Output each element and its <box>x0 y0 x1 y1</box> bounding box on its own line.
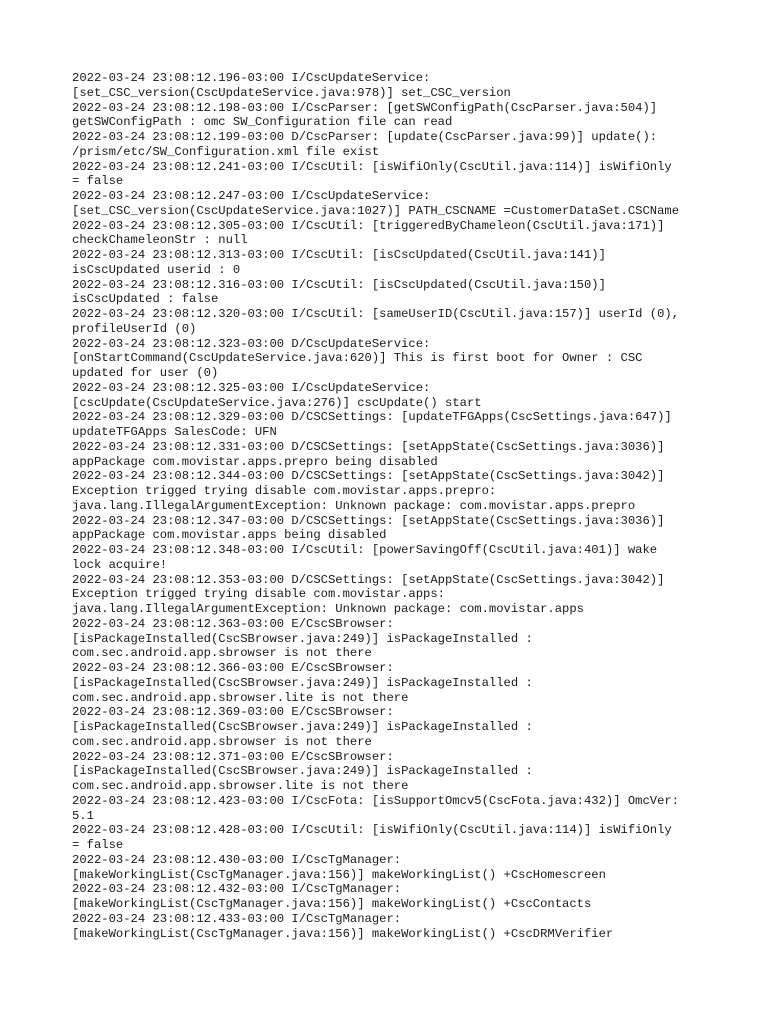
log-line: 2022-03-24 23:08:12.432-03:00 I/CscTgManager: <box>72 882 402 897</box>
log-line: = false <box>72 174 124 189</box>
log-line: [isPackageInstalled(CscSBrowser.java:249)] isPackageInstalled : <box>72 764 533 779</box>
log-line: 2022-03-24 23:08:12.329-03:00 D/CSCSettings: [updateTFGApps(CscSettings.java:647)] <box>72 410 672 425</box>
log-line: 2022-03-24 23:08:12.241-03:00 I/CscUtil: [isWifiOnly(CscUtil.java:114)] isWifiOnly <box>72 159 672 174</box>
log-line: 2022-03-24 23:08:12.430-03:00 I/CscTgManager: <box>72 852 402 867</box>
log-line: updateTFGApps SalesCode: UFN <box>72 425 277 439</box>
log-line: isCscUpdated userid : 0 <box>72 262 241 277</box>
log-line: profileUserId (0) <box>72 321 197 336</box>
log-line: 2022-03-24 23:08:12.316-03:00 I/CscUtil: [isCscUpdated(CscUtil.java:150)] <box>72 277 606 292</box>
log-line: [makeWorkingList(CscTgManager.java:156)] makeWorkingList() +CscDRMVerifier <box>72 926 614 941</box>
log-line: 2022-03-24 23:08:12.428-03:00 I/CscUtil: [isWifiOnly(CscUtil.java:114)] isWifiOnly <box>72 823 672 838</box>
log-line: 2022-03-24 23:08:12.371-03:00 E/CscSBrowser: <box>72 749 394 764</box>
log-line: com.sec.android.app.sbrowser is not there <box>72 734 372 749</box>
log-line: [makeWorkingList(CscTgManager.java:156)] makeWorkingList() +CscHomescreen <box>72 867 606 882</box>
log-line: 2022-03-24 23:08:12.320-03:00 I/CscUtil: [sameUserID(CscUtil.java:157)] userId (0), <box>72 307 680 321</box>
log-line: 2022-03-24 23:08:12.344-03:00 D/CSCSettings: [setAppState(CscSettings.java:3042)] <box>72 469 665 484</box>
log-line: appPackage com.movistar.apps.prepro being disabled <box>72 454 438 469</box>
log-line: 2022-03-24 23:08:12.196-03:00 I/CscUpdateService: <box>72 71 431 85</box>
log-line: isCscUpdated : false <box>72 292 219 307</box>
log-line: com.sec.android.app.sbrowser.lite is not there <box>72 779 409 793</box>
log-line: 2022-03-24 23:08:12.247-03:00 I/CscUpdateService: <box>72 189 431 203</box>
log-body <box>72 71 712 941</box>
log-line: 2022-03-24 23:08:12.323-03:00 D/CscUpdateService: <box>72 336 431 351</box>
log-line: 2022-03-24 23:08:12.347-03:00 D/CSCSettings: [setAppState(CscSettings.java:3036)] <box>72 513 665 528</box>
log-line: com.sec.android.app.sbrowser is not there <box>72 646 372 661</box>
log-line: com.sec.android.app.sbrowser.lite is not there <box>72 690 409 705</box>
log-line: 2022-03-24 23:08:12.369-03:00 E/CscSBrowser: <box>72 705 394 720</box>
log-line: 2022-03-24 23:08:12.423-03:00 I/CscFota: [isSupportOmcv5(CscFota.java:432)] OmcVer: <box>72 793 680 808</box>
log-line: [makeWorkingList(CscTgManager.java:156)] makeWorkingList() +CscContacts <box>72 897 592 911</box>
log-line: checkChameleonStr : null <box>72 233 248 248</box>
log-line: 2022-03-24 23:08:12.325-03:00 I/CscUpdateService: <box>72 380 431 395</box>
log-line: 2022-03-24 23:08:12.353-03:00 D/CSCSettings: [setAppState(CscSettings.java:3042)] <box>72 572 665 587</box>
log-line: java.lang.IllegalArgumentException: Unknown package: com.movistar.apps.prepro <box>72 498 636 513</box>
log-line: = false <box>72 838 124 852</box>
log-line: [onStartCommand(CscUpdateService.java:620)] This is first boot for Owner : CSC <box>72 351 643 366</box>
log-line: [set_CSC_version(CscUpdateService.java:978)] set_CSC_version <box>72 85 511 100</box>
log-line: getSWConfigPath : omc SW_Configuration file can read <box>72 115 453 130</box>
log-line: 2022-03-24 23:08:12.199-03:00 D/CscParser: [update(CscParser.java:99)] update(): <box>72 130 658 144</box>
log-line: [cscUpdate(CscUpdateService.java:276)] cscUpdate() start <box>72 395 482 410</box>
log-line: java.lang.IllegalArgumentException: Unknown package: com.movistar.apps <box>72 602 584 616</box>
log-document <box>72 71 712 941</box>
log-line: 5.1 <box>72 808 94 823</box>
log-line: lock acquire! <box>72 557 168 572</box>
log-line: 2022-03-24 23:08:12.305-03:00 I/CscUtil: [triggeredByChameleon(CscUtil.java:171)] <box>72 218 665 233</box>
log-line: 2022-03-24 23:08:12.331-03:00 D/CSCSettings: [setAppState(CscSettings.java:3036)] <box>72 439 665 454</box>
log-line: /prism/etc/SW_Configuration.xml file exist <box>72 144 380 159</box>
log-line: 2022-03-24 23:08:12.348-03:00 I/CscUtil: [powerSavingOff(CscUtil.java:401)] wake <box>72 543 658 557</box>
log-line: 2022-03-24 23:08:12.313-03:00 I/CscUtil: [isCscUpdated(CscUtil.java:141)] <box>72 248 606 262</box>
log-line: 2022-03-24 23:08:12.433-03:00 I/CscTgManager: <box>72 911 402 926</box>
log-line: Exception trigged trying disable com.movistar.apps.prepro: <box>72 484 497 498</box>
log-line: Exception trigged trying disable com.movistar.apps: <box>72 587 445 602</box>
log-line: 2022-03-24 23:08:12.366-03:00 E/CscSBrowser: <box>72 661 394 675</box>
log-line: 2022-03-24 23:08:12.198-03:00 I/CscParser: [getSWConfigPath(CscParser.java:504)] <box>72 100 658 115</box>
log-line: [set_CSC_version(CscUpdateService.java:1027)] PATH_CSCNAME =CustomerDataSet.CSCName <box>72 203 680 218</box>
log-line: [isPackageInstalled(CscSBrowser.java:249)] isPackageInstalled : <box>72 720 533 734</box>
log-line: appPackage com.movistar.apps being disabled <box>72 528 387 543</box>
log-line: 2022-03-24 23:08:12.363-03:00 E/CscSBrowser: <box>72 616 394 631</box>
log-line: updated for user (0) <box>72 366 219 380</box>
log-line: [isPackageInstalled(CscSBrowser.java:249)] isPackageInstalled : <box>72 675 533 690</box>
log-line: [isPackageInstalled(CscSBrowser.java:249)] isPackageInstalled : <box>72 631 533 646</box>
